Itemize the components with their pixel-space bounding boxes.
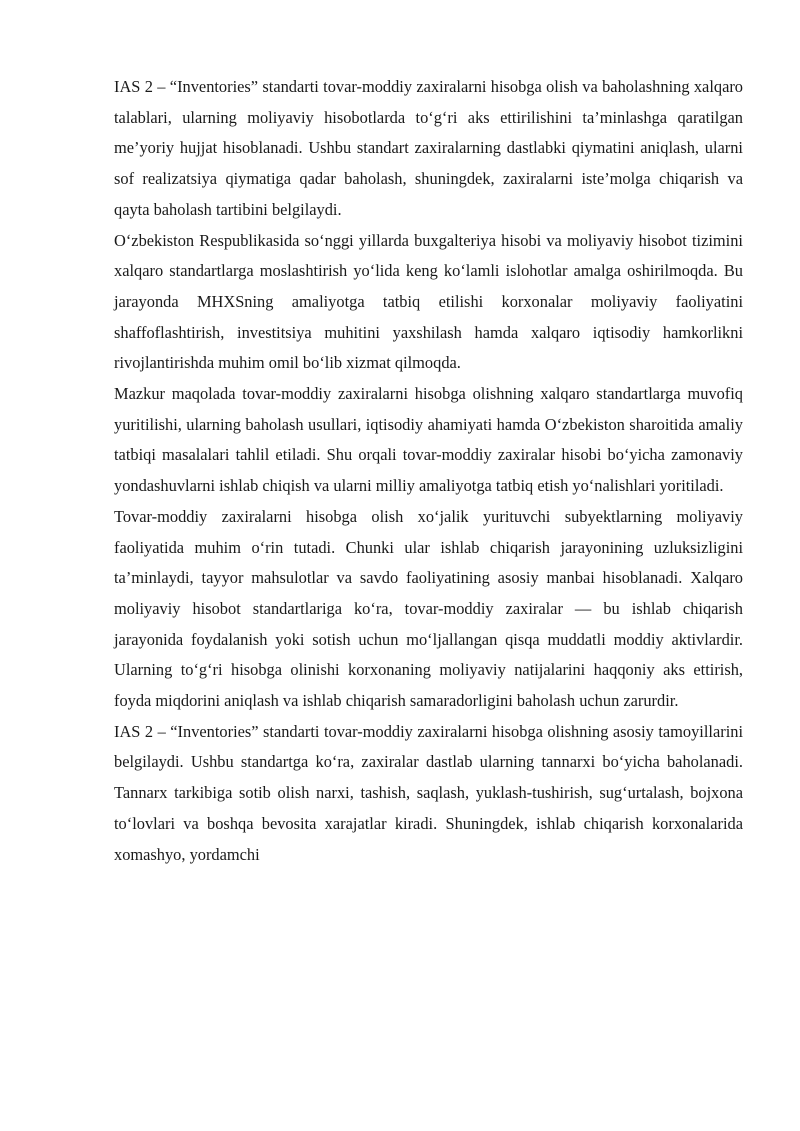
paragraph-ias2-principles: IAS 2 – “Inventories” standarti tovar-moddiy zaxiralarni hisobga olishning asosiy tamoyillarini belgilaydi. Ushbu standartga ko‘ra, zaxiralar dastlab ularning tannarxi bo‘yicha baholanadi. Tannarx tarkibiga sotib olish narxi, tashish, saqlash, yuklash-tushirish, sug‘urtalash, bojxona to‘lovlari va boshqa bevosita xarajatlar kiradi. Shuningdek, ishlab chiqarish korxonalarida xomashyo, yordamchi: [114, 721, 743, 864]
paragraph-ias2-intro: IAS 2 – “Inventories” standarti tovar-moddiy zaxiralarni hisobga olish va baholashning xalqaro talablari, ularning moliyaviy hisobotlarda to‘g‘ri aks ettirilishini ta’minlashga qaratilgan me’yoriy hujjat hisoblanadi. Ushbu standart zaxiralarning dastlabki qiymatini aniqlash, ularni sof realizatsiya qiymatiga qadar baholash, shuningdek, zaxiralarni iste’molga chiqarish va qayta baholash tartibini belgilaydi.: [114, 77, 743, 219]
paragraph-uzbekistan-reforms: O‘zbekiston Respublikasida so‘nggi yillarda buxgalteriya hisobi va moliyaviy hisobot tizimini xalqaro standartlarga moslashtirish yo‘lida keng ko‘lamli islohotlar amalga oshirilmoqda. Bu jarayonda MHXSning amaliyotga tatbiq etilishi korxonalar moliyaviy faoliyatini shaffoflashtirish, investitsiya muhitini yaxshilash hamda xalqaro iqtisodiy hamkorlikni rivojlantirishda muhim omil bo‘lib xizmat qilmoqda.: [114, 230, 743, 373]
paragraph-article-scope: Mazkur maqolada tovar-moddiy zaxiralarni hisobga olishning xalqaro standartlarga muvofiq yuritilishi, ularning baholash usullari, iqtisodiy ahamiyati hamda O‘zbekiston sharoitida amaliy tatbiqi masalalari tahlil etiladi. Shu orqali tovar-moddiy zaxiralar hisobi bo‘yicha zamonaviy yondashuvlarni ishlab chiqish va ularni milliy amaliyotga tatbiq etish yo‘nalishlari yoritiladi.: [114, 384, 743, 496]
document-body: [114, 72, 743, 870]
paragraph-inventory-importance: Tovar-moddiy zaxiralarni hisobga olish xo‘jalik yurituvchi subyektlarning moliyaviy faoliyatida muhim o‘rin tutadi. Chunki ular ishlab chiqarish jarayonining uzluksizligini ta’minlaydi, tayyor mahsulotlar va savdo faoliyatining asosiy manbai hisoblanadi. Xalqaro moliyaviy hisobot standartlariga ko‘ra, tovar-moddiy zaxiralar — bu ishlab chiqarish jarayonida foydalanish yoki sotish uchun mo‘ljallangan qisqa muddatli moddiy aktivlardir. Ularning to‘g‘ri hisobga olinishi korxonaning moliyaviy natijalarini haqqoniy aks ettirish, foyda miqdorini aniqlash va ishlab chiqarish samaradorligini baholash uchun zarurdir.: [114, 506, 743, 711]
